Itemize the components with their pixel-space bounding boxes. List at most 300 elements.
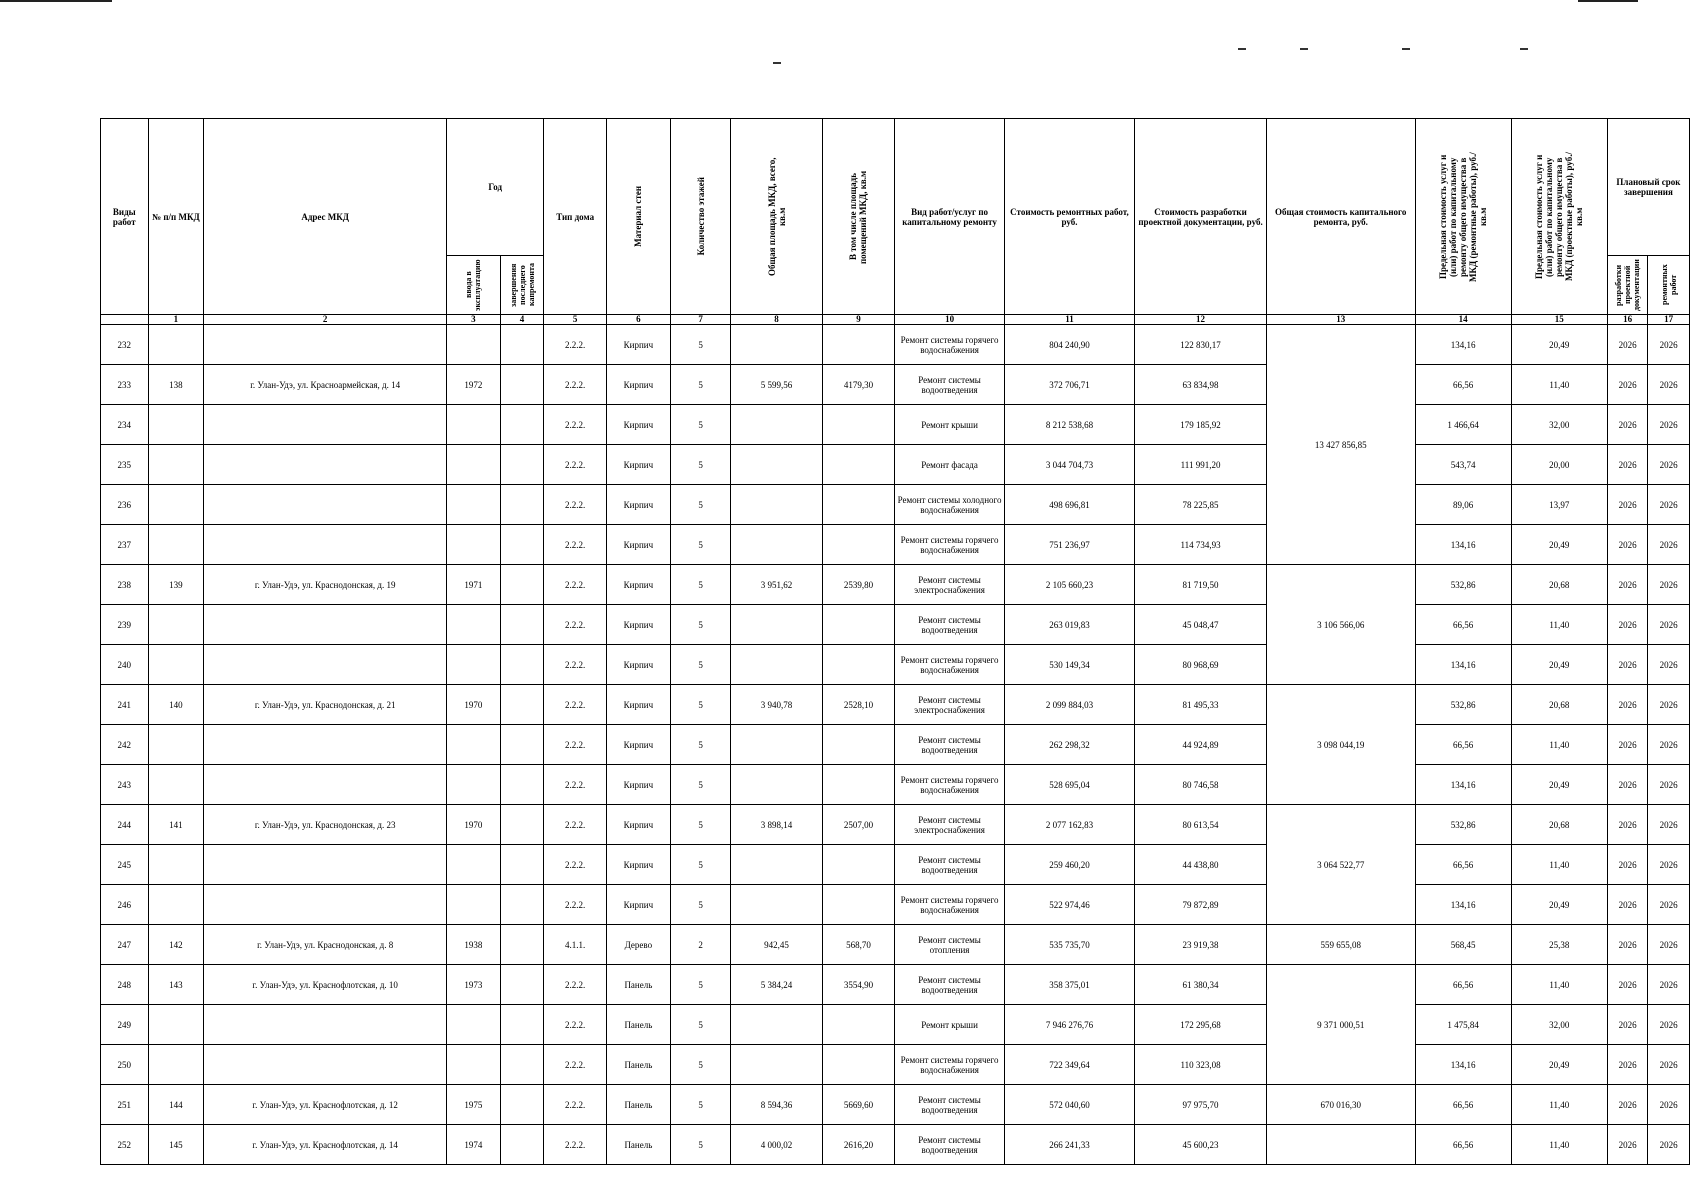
row-address xyxy=(204,885,447,925)
row-wall-material: Панель xyxy=(607,1005,671,1045)
row-address xyxy=(204,845,447,885)
row-repair-cost: 266 241,33 xyxy=(1004,1125,1135,1165)
row-wall-material: Кирпич xyxy=(607,525,671,565)
row-term-design: 2026 xyxy=(1607,605,1647,645)
row-limit-design: 20,49 xyxy=(1511,765,1607,805)
row-nomer-mkd xyxy=(148,645,204,685)
row-year-repair xyxy=(500,365,544,405)
row-premises-area xyxy=(822,605,895,645)
row-house-type: 2.2.2. xyxy=(544,405,607,445)
row-year-repair xyxy=(500,325,544,365)
row-repair-cost: 2 099 884,03 xyxy=(1004,685,1135,725)
column-number: 7 xyxy=(670,315,731,325)
row-floors: 5 xyxy=(670,565,731,605)
row-premises-area: 2539,80 xyxy=(822,565,895,605)
row-premises-area: 4179,30 xyxy=(822,365,895,405)
row-term-design: 2026 xyxy=(1607,1085,1647,1125)
row-vid-rabot: 232 xyxy=(101,325,149,365)
row-total-area: 942,45 xyxy=(731,925,822,965)
scan-dash xyxy=(1238,48,1246,50)
row-total-area xyxy=(731,485,822,525)
row-total-area xyxy=(731,725,822,765)
column-number: 9 xyxy=(822,315,895,325)
row-wall-material: Панель xyxy=(607,1085,671,1125)
row-design-cost: 78 225,85 xyxy=(1135,485,1267,525)
row-limit-design: 32,00 xyxy=(1511,1005,1607,1045)
row-wall-material: Кирпич xyxy=(607,765,671,805)
row-address: г. Улан-Удэ, ул. Краснодонская, д. 19 xyxy=(204,565,447,605)
row-floors: 5 xyxy=(670,1125,731,1165)
table-row xyxy=(101,325,1690,365)
column-number: 15 xyxy=(1511,315,1607,325)
row-premises-area: 2507,00 xyxy=(822,805,895,845)
row-vid-rabot: 239 xyxy=(101,605,149,645)
row-term-repair: 2026 xyxy=(1648,565,1690,605)
row-term-design: 2026 xyxy=(1607,925,1647,965)
row-year-repair xyxy=(500,1125,544,1165)
row-limit-design: 20,68 xyxy=(1511,805,1607,845)
row-address: г. Улан-Удэ, ул. Краснодонская, д. 8 xyxy=(204,925,447,965)
row-work-type: Ремонт системы горячего водоснабжения xyxy=(895,325,1004,365)
row-design-cost: 80 968,69 xyxy=(1135,645,1267,685)
row-nomer-mkd xyxy=(148,405,204,445)
row-design-cost: 81 719,50 xyxy=(1135,565,1267,605)
row-work-type: Ремонт системы водоотведения xyxy=(895,725,1004,765)
row-nomer-mkd: 138 xyxy=(148,365,204,405)
row-limit-design: 32,00 xyxy=(1511,405,1607,445)
row-term-design: 2026 xyxy=(1607,765,1647,805)
row-total-area: 5 599,56 xyxy=(731,365,822,405)
row-term-repair: 2026 xyxy=(1648,1045,1690,1085)
row-floors: 5 xyxy=(670,485,731,525)
row-address: г. Улан-Удэ, ул. Краснофлотская, д. 12 xyxy=(204,1085,447,1125)
table-row xyxy=(101,925,1690,965)
row-year-repair xyxy=(500,645,544,685)
row-house-type: 2.2.2. xyxy=(544,845,607,885)
row-limit-repair: 543,74 xyxy=(1415,445,1511,485)
row-address xyxy=(204,325,447,365)
row-total-area: 3 951,62 xyxy=(731,565,822,605)
row-house-type: 4.1.1. xyxy=(544,925,607,965)
row-year-repair xyxy=(500,925,544,965)
row-term-repair: 2026 xyxy=(1648,645,1690,685)
row-year-repair xyxy=(500,1045,544,1085)
row-limit-design: 11,40 xyxy=(1511,965,1607,1005)
row-nomer-mkd xyxy=(148,725,204,765)
row-vid-rabot: 244 xyxy=(101,805,149,845)
row-limit-repair: 66,56 xyxy=(1415,845,1511,885)
row-design-cost: 179 185,92 xyxy=(1135,405,1267,445)
row-vid-rabot: 238 xyxy=(101,565,149,605)
header-stoimost-proekt: Стоимость разработки проектной документации, руб. xyxy=(1135,119,1267,315)
table-row xyxy=(101,685,1690,725)
table-body xyxy=(101,325,1690,1165)
table-row xyxy=(101,805,1690,845)
row-term-repair: 2026 xyxy=(1648,805,1690,845)
row-term-design: 2026 xyxy=(1607,805,1647,845)
row-design-cost: 79 872,89 xyxy=(1135,885,1267,925)
row-house-type: 2.2.2. xyxy=(544,525,607,565)
row-premises-area xyxy=(822,725,895,765)
row-limit-design: 11,40 xyxy=(1511,365,1607,405)
row-term-design: 2026 xyxy=(1607,485,1647,525)
row-year-repair xyxy=(500,885,544,925)
row-year-repair xyxy=(500,1085,544,1125)
row-wall-material: Кирпич xyxy=(607,605,671,645)
row-limit-repair: 1 475,84 xyxy=(1415,1005,1511,1045)
row-premises-area xyxy=(822,485,895,525)
row-floors: 5 xyxy=(670,725,731,765)
row-premises-area xyxy=(822,445,895,485)
row-address xyxy=(204,485,447,525)
row-term-design: 2026 xyxy=(1607,1005,1647,1045)
header-tip-doma: Тип дома xyxy=(544,119,607,315)
row-repair-cost: 259 460,20 xyxy=(1004,845,1135,885)
row-house-type: 2.2.2. xyxy=(544,885,607,925)
row-vid-rabot: 246 xyxy=(101,885,149,925)
row-address xyxy=(204,605,447,645)
row-work-type: Ремонт системы водоотведения xyxy=(895,845,1004,885)
row-address xyxy=(204,445,447,485)
row-total-area xyxy=(731,1005,822,1045)
row-nomer-mkd: 143 xyxy=(148,965,204,1005)
row-wall-material: Кирпич xyxy=(607,565,671,605)
row-year-built: 1970 xyxy=(447,805,501,845)
row-term-design: 2026 xyxy=(1607,885,1647,925)
row-floors: 5 xyxy=(670,1045,731,1085)
row-year-built xyxy=(447,325,501,365)
row-design-cost: 111 991,20 xyxy=(1135,445,1267,485)
row-repair-cost: 498 696,81 xyxy=(1004,485,1135,525)
row-total-cost: 13 427 856,85 xyxy=(1266,325,1415,565)
row-year-built xyxy=(447,885,501,925)
row-year-built xyxy=(447,1045,501,1085)
row-house-type: 2.2.2. xyxy=(544,645,607,685)
row-year-repair xyxy=(500,765,544,805)
row-nomer-mkd: 139 xyxy=(148,565,204,605)
row-total-area: 5 384,24 xyxy=(731,965,822,1005)
row-year-built: 1971 xyxy=(447,565,501,605)
header-obshaya: Общая стоимость капитального ремонта, руб. xyxy=(1266,119,1415,315)
row-term-repair: 2026 xyxy=(1648,965,1690,1005)
row-wall-material: Кирпич xyxy=(607,685,671,725)
row-design-cost: 61 380,34 xyxy=(1135,965,1267,1005)
scan-dash xyxy=(1402,48,1410,50)
row-term-repair: 2026 xyxy=(1648,1085,1690,1125)
header-ploshad-pom xyxy=(822,119,895,315)
row-limit-repair: 66,56 xyxy=(1415,1125,1511,1165)
row-limit-design: 20,68 xyxy=(1511,685,1607,725)
row-floors: 5 xyxy=(670,525,731,565)
row-vid-rabot: 249 xyxy=(101,1005,149,1045)
row-year-built: 1972 xyxy=(447,365,501,405)
table-row xyxy=(101,1005,1690,1045)
row-premises-area: 3554,90 xyxy=(822,965,895,1005)
row-total-area xyxy=(731,445,822,485)
row-address xyxy=(204,725,447,765)
table-row xyxy=(101,485,1690,525)
row-term-repair: 2026 xyxy=(1648,365,1690,405)
row-total-area: 3 940,78 xyxy=(731,685,822,725)
row-limit-design: 20,68 xyxy=(1511,565,1607,605)
row-floors: 5 xyxy=(670,405,731,445)
row-nomer-mkd xyxy=(148,325,204,365)
row-year-repair xyxy=(500,685,544,725)
row-house-type: 2.2.2. xyxy=(544,445,607,485)
row-work-type: Ремонт фасада xyxy=(895,445,1004,485)
row-house-type: 2.2.2. xyxy=(544,805,607,845)
row-vid-rabot: 250 xyxy=(101,1045,149,1085)
row-premises-area xyxy=(822,845,895,885)
row-premises-area xyxy=(822,525,895,565)
row-total-area xyxy=(731,845,822,885)
header-pred-15-text: Предельная стоимость услуг и (или) работ по капитальному ремонту общего имущества в МКД (проектные работы), руб./кв.м xyxy=(1534,152,1585,281)
row-total-area xyxy=(731,765,822,805)
header-ploshad-pom-text: В том числе площадь помещений МКД, кв.м xyxy=(848,169,869,264)
row-wall-material: Кирпич xyxy=(607,445,671,485)
row-year-repair xyxy=(500,565,544,605)
row-wall-material: Кирпич xyxy=(607,845,671,885)
row-term-design: 2026 xyxy=(1607,645,1647,685)
row-premises-area: 2528,10 xyxy=(822,685,895,725)
row-premises-area xyxy=(822,1005,895,1045)
row-nomer-mkd: 140 xyxy=(148,685,204,725)
header-srok-rabot xyxy=(1648,256,1690,315)
row-year-built xyxy=(447,445,501,485)
row-house-type: 2.2.2. xyxy=(544,365,607,405)
row-year-built: 1975 xyxy=(447,1085,501,1125)
row-floors: 5 xyxy=(670,765,731,805)
row-work-type: Ремонт системы горячего водоснабжения xyxy=(895,525,1004,565)
row-term-design: 2026 xyxy=(1607,1045,1647,1085)
header-vid-rabot-uslug: Вид работ/услуг по капитальному ремонту xyxy=(895,119,1004,315)
scan-dash xyxy=(1300,48,1308,50)
row-year-repair xyxy=(500,525,544,565)
row-total-area: 8 594,36 xyxy=(731,1085,822,1125)
column-number: 11 xyxy=(1004,315,1135,325)
row-term-design: 2026 xyxy=(1607,845,1647,885)
row-design-cost: 80 613,54 xyxy=(1135,805,1267,845)
row-nomer-mkd xyxy=(148,845,204,885)
row-wall-material: Кирпич xyxy=(607,645,671,685)
row-year-built xyxy=(447,605,501,645)
row-total-cost: 9 371 000,51 xyxy=(1266,965,1415,1085)
row-repair-cost: 358 375,01 xyxy=(1004,965,1135,1005)
row-year-repair xyxy=(500,1005,544,1045)
row-year-built xyxy=(447,1005,501,1045)
row-nomer-mkd xyxy=(148,525,204,565)
row-limit-repair: 532,86 xyxy=(1415,565,1511,605)
table-row xyxy=(101,365,1690,405)
row-year-repair xyxy=(500,805,544,845)
row-design-cost: 97 975,70 xyxy=(1135,1085,1267,1125)
row-repair-cost: 804 240,90 xyxy=(1004,325,1135,365)
row-work-type: Ремонт крыши xyxy=(895,405,1004,445)
row-design-cost: 110 323,08 xyxy=(1135,1045,1267,1085)
header-srok-rabot-text: ремонтных работ xyxy=(1659,264,1678,306)
row-address: г. Улан-Удэ, ул. Краснодонская, д. 21 xyxy=(204,685,447,725)
table-row xyxy=(101,1125,1690,1165)
row-nomer-mkd xyxy=(148,605,204,645)
row-work-type: Ремонт системы отопления xyxy=(895,925,1004,965)
row-work-type: Ремонт крыши xyxy=(895,1005,1004,1045)
row-work-type: Ремонт системы горячего водоснабжения xyxy=(895,885,1004,925)
row-nomer-mkd: 141 xyxy=(148,805,204,845)
column-number: 16 xyxy=(1607,315,1647,325)
row-limit-design: 11,40 xyxy=(1511,725,1607,765)
row-design-cost: 45 048,47 xyxy=(1135,605,1267,645)
header-etazhi-text: Количество этажей xyxy=(695,177,706,256)
row-design-cost: 63 834,98 xyxy=(1135,365,1267,405)
row-total-cost: 3 064 522,77 xyxy=(1266,805,1415,925)
row-nomer-mkd xyxy=(148,1005,204,1045)
row-limit-design: 25,38 xyxy=(1511,925,1607,965)
header-srok-proekt-text: разработки проектной документации xyxy=(1614,259,1642,311)
scan-edge-mark xyxy=(0,0,112,2)
row-wall-material: Кирпич xyxy=(607,885,671,925)
row-term-repair: 2026 xyxy=(1648,765,1690,805)
row-nomer-mkd xyxy=(148,765,204,805)
row-premises-area xyxy=(822,765,895,805)
row-design-cost: 122 830,17 xyxy=(1135,325,1267,365)
row-nomer-mkd: 142 xyxy=(148,925,204,965)
row-year-built: 1970 xyxy=(447,685,501,725)
row-floors: 5 xyxy=(670,365,731,405)
row-term-design: 2026 xyxy=(1607,365,1647,405)
table-row xyxy=(101,845,1690,885)
row-wall-material: Кирпич xyxy=(607,805,671,845)
row-repair-cost: 722 349,64 xyxy=(1004,1045,1135,1085)
header-nomer-mkd: № п/п МКД xyxy=(148,119,204,315)
row-term-design: 2026 xyxy=(1607,445,1647,485)
row-nomer-mkd: 144 xyxy=(148,1085,204,1125)
row-house-type: 2.2.2. xyxy=(544,725,607,765)
row-design-cost: 23 919,38 xyxy=(1135,925,1267,965)
row-term-design: 2026 xyxy=(1607,565,1647,605)
row-total-area: 4 000,02 xyxy=(731,1125,822,1165)
row-total-area xyxy=(731,325,822,365)
row-floors: 5 xyxy=(670,325,731,365)
row-limit-design: 20,49 xyxy=(1511,645,1607,685)
row-nomer-mkd: 145 xyxy=(148,1125,204,1165)
row-total-area xyxy=(731,605,822,645)
row-year-built: 1974 xyxy=(447,1125,501,1165)
row-repair-cost: 572 040,60 xyxy=(1004,1085,1135,1125)
scan-dash xyxy=(1520,48,1528,50)
row-limit-repair: 66,56 xyxy=(1415,605,1511,645)
scan-dash xyxy=(773,62,781,64)
row-address xyxy=(204,1045,447,1085)
row-house-type: 2.2.2. xyxy=(544,325,607,365)
row-repair-cost: 535 735,70 xyxy=(1004,925,1135,965)
row-house-type: 2.2.2. xyxy=(544,1085,607,1125)
table-row xyxy=(101,445,1690,485)
row-vid-rabot: 245 xyxy=(101,845,149,885)
row-year-built xyxy=(447,485,501,525)
header-pred-14 xyxy=(1415,119,1511,315)
row-design-cost: 80 746,58 xyxy=(1135,765,1267,805)
row-work-type: Ремонт системы электроснабжения xyxy=(895,685,1004,725)
row-repair-cost: 3 044 704,73 xyxy=(1004,445,1135,485)
row-term-repair: 2026 xyxy=(1648,845,1690,885)
row-repair-cost: 372 706,71 xyxy=(1004,365,1135,405)
row-vid-rabot: 237 xyxy=(101,525,149,565)
row-term-design: 2026 xyxy=(1607,965,1647,1005)
table-row xyxy=(101,765,1690,805)
row-floors: 5 xyxy=(670,805,731,845)
column-number: 5 xyxy=(544,315,607,325)
row-vid-rabot: 241 xyxy=(101,685,149,725)
column-number: 13 xyxy=(1266,315,1415,325)
row-house-type: 2.2.2. xyxy=(544,685,607,725)
row-floors: 5 xyxy=(670,1085,731,1125)
row-vid-rabot: 236 xyxy=(101,485,149,525)
table-row xyxy=(101,605,1690,645)
row-floors: 5 xyxy=(670,605,731,645)
row-premises-area xyxy=(822,885,895,925)
capital-repair-table xyxy=(100,118,1690,1165)
row-limit-design: 11,40 xyxy=(1511,1085,1607,1125)
row-work-type: Ремонт системы водоотведения xyxy=(895,365,1004,405)
column-number: 3 xyxy=(447,315,501,325)
row-floors: 5 xyxy=(670,685,731,725)
row-premises-area: 5669,60 xyxy=(822,1085,895,1125)
row-floors: 5 xyxy=(670,845,731,885)
row-year-repair xyxy=(500,605,544,645)
row-year-built: 1938 xyxy=(447,925,501,965)
row-term-design: 2026 xyxy=(1607,1125,1647,1165)
row-term-repair: 2026 xyxy=(1648,725,1690,765)
table-row xyxy=(101,565,1690,605)
row-limit-repair: 66,56 xyxy=(1415,1085,1511,1125)
row-limit-repair: 134,16 xyxy=(1415,645,1511,685)
row-term-design: 2026 xyxy=(1607,525,1647,565)
row-total-cost: 3 106 566,06 xyxy=(1266,565,1415,685)
header-adres: Адрес МКД xyxy=(204,119,447,315)
header-god-remonta-text: завершения последнего капремонта xyxy=(508,263,536,307)
column-number: 10 xyxy=(895,315,1004,325)
column-number xyxy=(101,315,149,325)
row-nomer-mkd xyxy=(148,485,204,525)
row-limit-repair: 89,06 xyxy=(1415,485,1511,525)
row-premises-area: 2616,20 xyxy=(822,1125,895,1165)
row-premises-area xyxy=(822,645,895,685)
row-year-built xyxy=(447,525,501,565)
row-total-area xyxy=(731,645,822,685)
row-address xyxy=(204,645,447,685)
row-wall-material: Кирпич xyxy=(607,405,671,445)
row-wall-material: Кирпич xyxy=(607,485,671,525)
row-wall-material: Кирпич xyxy=(607,365,671,405)
row-wall-material: Кирпич xyxy=(607,325,671,365)
row-design-cost: 45 600,23 xyxy=(1135,1125,1267,1165)
scan-edge-mark xyxy=(1578,0,1638,2)
header-vid-rabot: Виды работ xyxy=(101,119,149,315)
row-address: г. Улан-Удэ, ул. Краснофлотская, д. 10 xyxy=(204,965,447,1005)
row-limit-repair: 134,16 xyxy=(1415,1045,1511,1085)
row-vid-rabot: 243 xyxy=(101,765,149,805)
row-limit-design: 20,49 xyxy=(1511,325,1607,365)
row-year-built xyxy=(447,845,501,885)
table-row xyxy=(101,885,1690,925)
row-limit-design: 11,40 xyxy=(1511,845,1607,885)
table-row xyxy=(101,1045,1690,1085)
row-address xyxy=(204,1005,447,1045)
header-ploshad xyxy=(731,119,822,315)
row-wall-material: Панель xyxy=(607,1125,671,1165)
row-limit-repair: 134,16 xyxy=(1415,325,1511,365)
row-limit-repair: 134,16 xyxy=(1415,765,1511,805)
